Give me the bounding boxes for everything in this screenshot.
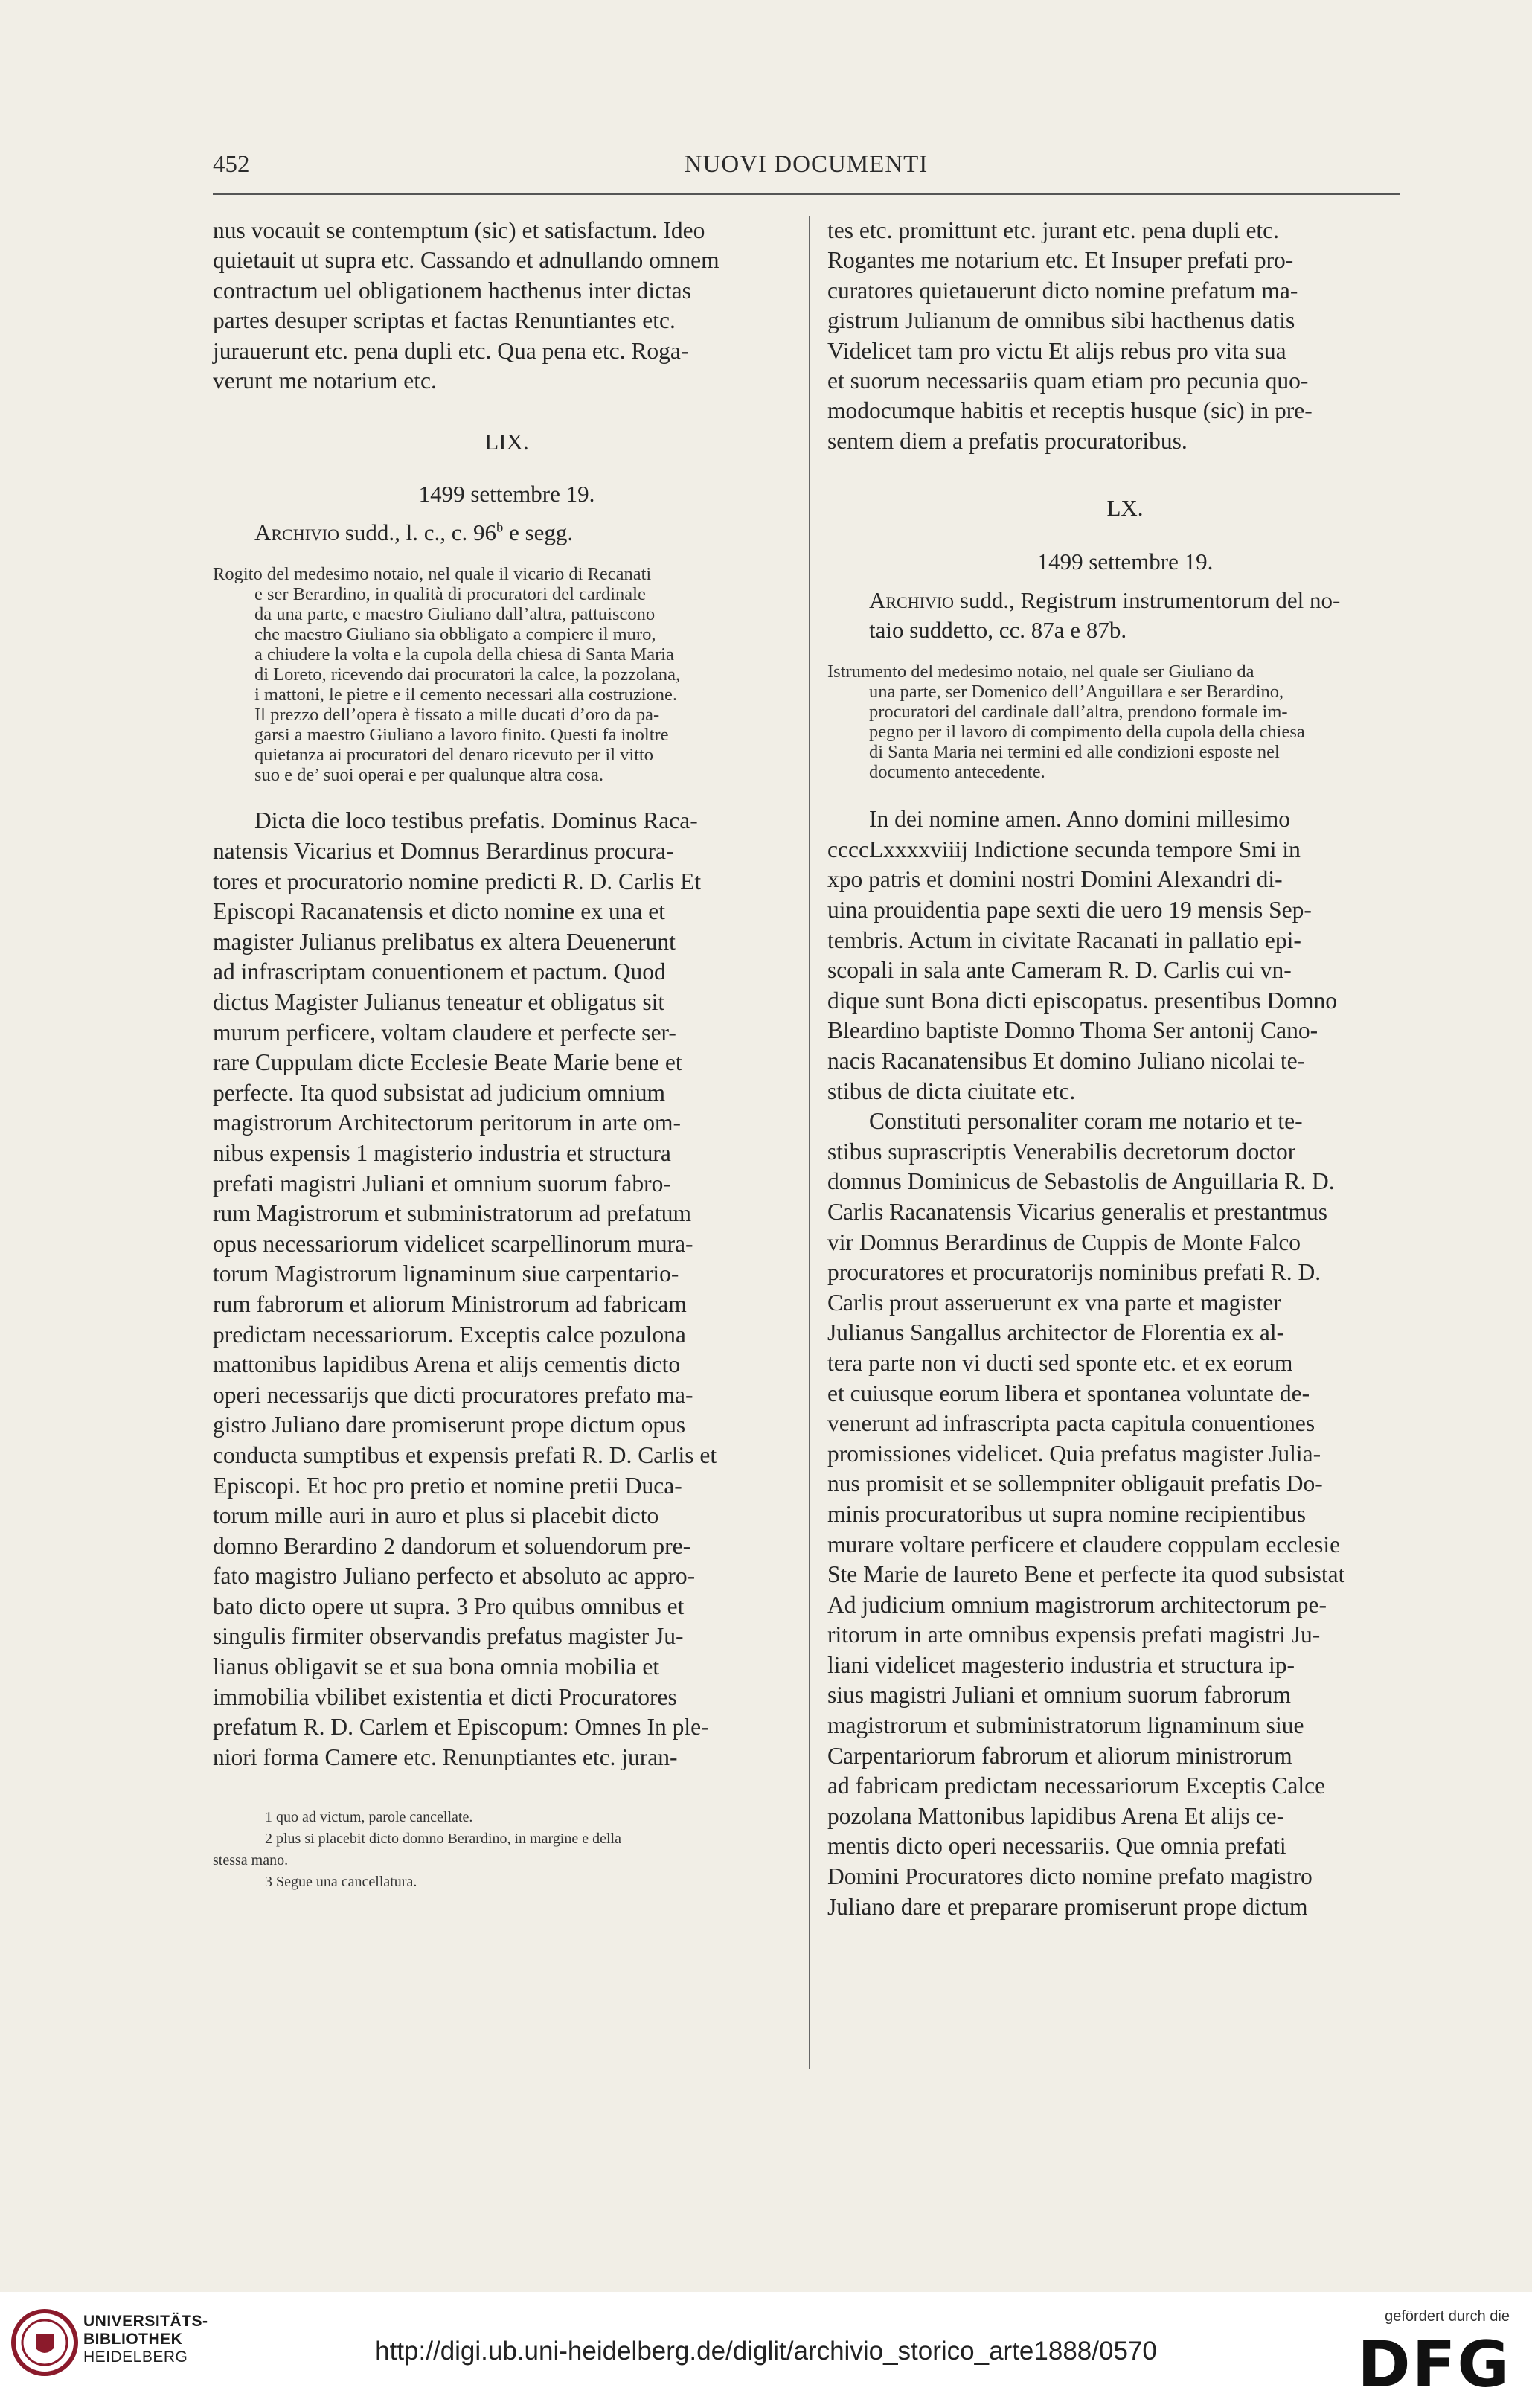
regest-line: Istrumento del medesimo notaio, nel quale ser Giuliano da [827, 662, 1254, 682]
archive-ref-text: sudd., Registrum instrumentorum del no- [954, 587, 1341, 614]
text-line: stibus de dicta ciuitate etc. [827, 1077, 1076, 1104]
text-line: mentis dicto operi necessariis. Que omnia prefati [827, 1833, 1286, 1860]
footnote: 2 plus si placebit dicto domno Berardino, in margine e della [265, 1831, 621, 1848]
text-line: Carlis prout asseruerunt ex vna parte et magister [827, 1289, 1281, 1316]
text-line: Videlicet tam pro victu Et alijs rebus pro vita sua [827, 337, 1286, 364]
text-line: mattonibus lapidibus Arena et alijs cementis dicto [213, 1351, 681, 1378]
section-heading-lix: LIX. [484, 429, 529, 455]
text-line: bato dicto opere ut supra. 3 Pro quibus omnibus et [213, 1592, 685, 1619]
text-line: dictus Magister Julianus teneatur et obligatus sit [213, 989, 665, 1015]
archive-label: Archivio [254, 519, 340, 546]
column-divider [809, 216, 810, 2069]
text-line: Ste Marie de laureto Bene et perfecte ita quod subsistat [827, 1561, 1345, 1588]
text-line: conducta sumptibus et expensis prefati R. D. Carlis et [213, 1441, 717, 1468]
archive-reference [213, 518, 801, 548]
text-line: et suorum necessariis quam etiam pro pecunia quo- [827, 368, 1309, 394]
regest-summary [213, 564, 801, 785]
archive-ref-text: taio suddetto, cc. 87a e 87b. [869, 617, 1127, 644]
text-line: magistrorum et subministratorum lignaminum siue [827, 1712, 1304, 1739]
footnote: 3 Segue una cancellatura. [265, 1874, 417, 1891]
left-column [213, 216, 801, 1893]
regest-line: da una parte, e maestro Giuliano dall’altra, pattuiscono [254, 604, 656, 625]
text-line: murare voltare perficere et claudere coppulam ecclesie [827, 1531, 1341, 1557]
text-line: opus necessariorum videlicet scarpellinorum mura- [213, 1230, 693, 1257]
text-line: venerunt ad infrascripta pacta capitula conuentiones [827, 1410, 1315, 1437]
text-line: Constituti personaliter coram me notario et te- [869, 1108, 1303, 1135]
regest-line: una parte, ser Domenico dell’Anguillara e ser Berardino, [869, 682, 1284, 702]
regest-line: suo e de’ suoi operai e per qualunque altra cosa. [254, 765, 603, 786]
digitization-footer [0, 2292, 1532, 2408]
regest-line: procuratori del cardinale dall’altra, prendono formale im- [869, 702, 1288, 723]
text-line: magistrorum Architectorum peritorum in arte om- [213, 1109, 681, 1136]
header-rule [213, 193, 1400, 195]
regest-line: Il prezzo dell’opera è fissato a mille ducati d’oro da pa- [254, 705, 660, 726]
funded-by-label: gefördert durch die [1385, 2308, 1510, 2325]
text-line: curatores quietauerunt dicto nomine prefatum ma- [827, 277, 1298, 304]
text-line: pozolana Mattonibus lapidibus Arena Et alijs ce- [827, 1802, 1285, 1829]
text-line: torum mille auri in auro et plus si placebit dicto [213, 1502, 659, 1529]
running-header [213, 145, 1400, 190]
univ-line: UNIVERSITÄTS- [83, 2313, 208, 2330]
text-line: niori forma Camere etc. Renunptiantes etc. juran- [213, 1743, 678, 1770]
archive-ref-text: sudd., l. c., c. 96 [339, 519, 497, 546]
text-line: Domini Procuratores dicto nomine prefato magistro [827, 1863, 1313, 1890]
regest-line: i mattoni, le pietre e il cemento necessari alla costruzione. [254, 685, 678, 705]
text-line: Episcopi. Et hoc pro pretio et nomine pretii Duca- [213, 1472, 682, 1499]
regest-line: di Santa Maria nei termini ed alle condizioni esposte nel [869, 742, 1280, 763]
text-line: prefatum R. D. Carlem et Episcopum: Omnes In ple- [213, 1714, 709, 1741]
text-line: prefati magistri Juliani et omnium suorum fabro- [213, 1170, 671, 1197]
archive-label: Archivio [869, 587, 955, 614]
regest-summary [827, 662, 1423, 782]
text-line: rum fabrorum et aliorum Ministrorum ad fabricam [213, 1290, 687, 1317]
regest-line: pegno per il lavoro di compimento della cupola della chiesa [869, 722, 1305, 743]
text-line: ad fabricam predictam necessariorum Exceptis Calce [827, 1773, 1326, 1799]
section-heading-lx: LX. [1106, 495, 1144, 522]
regest-line: Rogito del medesimo notaio, nel quale il vicario di Recanati [213, 564, 652, 585]
text-line: scopali in sala ante Cameram R. D. Carlis cui vn- [827, 957, 1292, 984]
running-title: NUOVI DOCUMENTI [684, 151, 929, 178]
text-line: verunt me notarium etc. [213, 368, 437, 394]
text-line: ccccLxxxxviiij Indictione secunda tempore Smi in [827, 836, 1301, 862]
text-line: tembris. Actum in civitate Racanati in pallatio epi- [827, 926, 1301, 953]
permalink-url[interactable]: http://digi.ub.uni-heidelberg.de/diglit/archivio_storico_arte1888/0570 [375, 2337, 1157, 2366]
text-line: Carpentariorum fabrorum et aliorum ministrorum [827, 1742, 1292, 1769]
text-line: vir Domnus Berardinus de Cuppis de Monte Falco [827, 1229, 1301, 1255]
text-line: rare Cuppulam dicte Ecclesie Beate Marie bene et [213, 1049, 682, 1076]
right-body-paragraph [827, 804, 1423, 1922]
text-line: dique sunt Bona dicti episcopatus. presentibus Domno [827, 987, 1338, 1014]
text-line: predictam necessariorum. Exceptis calce pozulona [213, 1321, 686, 1348]
regest-line: che maestro Giuliano sia obbligato a compiere il muro, [254, 624, 656, 645]
text-line: sentem diem a prefatis procuratoribus. [827, 427, 1188, 454]
text-line: partes desuper scriptas et factas Renuntiantes etc. [213, 307, 676, 334]
text-line: ad infrascriptam conuentionem et pactum. Quod [213, 958, 666, 985]
regest-line: di Loreto, ricevendo dai procuratori la calce, la pozzolana, [254, 665, 681, 685]
text-line: sius magistri Juliani et omnium suorum fabrorum [827, 1682, 1291, 1709]
text-line: nacis Racanatensibus Et domino Juliano nicolai te- [827, 1048, 1306, 1074]
text-line: operi necessarijs que dicti procuratores prefato ma- [213, 1381, 693, 1408]
text-line: domnus Dominicus de Sebastolis de Anguillaria R. D. [827, 1168, 1335, 1195]
text-line: tes etc. promittunt etc. jurant etc. pena dupli etc. [827, 217, 1280, 243]
text-line: tores et procuratorio nomine predicti R. D. Carlis Et [213, 868, 702, 894]
archive-ref-sup: b [496, 520, 504, 537]
regest-line: e ser Berardino, in qualità di procuratori del cardinale [254, 584, 646, 605]
text-line: torum Magistrorum lignaminum siue carpentario- [213, 1261, 679, 1287]
text-line: nibus expensis 1 magisterio industria et structura [213, 1139, 671, 1166]
text-line: Juliano dare et preparare promiserunt prope dictum [827, 1893, 1308, 1920]
text-line: ritorum in arte omnibus expensis prefati magistri Ju- [827, 1621, 1321, 1648]
text-line: Episcopi Racanatensis et dicto nomine ex una et [213, 898, 665, 925]
text-line: nus vocauit se contemptum (sic) et satisfactum. Ideo [213, 217, 705, 243]
footnote: stessa mano. [213, 1852, 289, 1869]
regest-line: garsi a maestro Giuliano a lavoro finito. Questi fa inoltre [254, 725, 669, 746]
text-line: magister Julianus prelibatus ex altera Deuenerunt [213, 928, 676, 955]
text-line: perfecte. Ita quod subsistat ad judicium omnium [213, 1079, 665, 1106]
text-line: Julianus Sangallus architector de Florentia ex al- [827, 1319, 1285, 1346]
text-line: jurauerunt etc. pena dupli etc. Qua pena etc. Roga- [213, 337, 689, 364]
text-line: Dicta die loco testibus prefatis. Dominus Raca- [254, 807, 698, 834]
text-line: contractum uel obligationem hacthenus inter dictas [213, 277, 691, 304]
text-line: domno Berardino 2 dandorum et soluendorum pre- [213, 1532, 691, 1559]
text-line: tera parte non vi ducti sed sponte etc. et ex eorum [827, 1349, 1293, 1376]
text-line: natensis Vicarius et Domnus Berardinus procura- [213, 838, 674, 865]
univ-line: BIBLIOTHEK [83, 2331, 183, 2348]
text-line: immobilia vbilibet existentia et dicti Procuratores [213, 1683, 677, 1710]
text-line: quietauit ut supra etc. Cassando et adnullando omnem [213, 247, 719, 274]
section-date: 1499 settembre 19. [418, 481, 595, 507]
text-line: gistrum Julianum de omnibus sibi hacthenus datis [827, 307, 1295, 334]
text-line: rum Magistrorum et subministratorum ad prefatum [213, 1200, 691, 1227]
archive-reference [827, 586, 1423, 645]
right-column [827, 216, 1423, 1922]
text-line: Rogantes me notarium etc. Et Insuper prefati pro- [827, 247, 1294, 274]
regest-line: documento antecedente. [869, 762, 1045, 783]
text-line: uina prouidentia pape sexti die uero 19 mensis Sep- [827, 897, 1312, 923]
text-line: liani videlicet magesterio industria et structura ip- [827, 1651, 1295, 1678]
text-line: Ad judicium omnium magistrorum architectorum pe- [827, 1591, 1327, 1618]
text-line: promissiones videlicet. Quia prefatus magister Julia- [827, 1440, 1321, 1467]
page-number: 452 [213, 151, 250, 178]
text-line: lianus obligavit se et sua bona omnia mobilia et [213, 1653, 660, 1680]
text-line: stibus suprascriptis Venerabilis decretorum doctor [827, 1138, 1296, 1165]
text-line: minis procuratoribus ut supra nomine recipientibus [827, 1500, 1306, 1527]
text-line: fato magistro Juliano perfecto et absoluto ac appro- [213, 1563, 696, 1589]
text-line: In dei nomine amen. Anno domini millesimo [869, 806, 1291, 833]
right-intro-paragraph [827, 216, 1423, 456]
text-line: singulis firmiter observandis prefatus magister Ju- [213, 1623, 684, 1650]
regest-line: a chiudere la volta e la cupola della chiesa di Santa Maria [254, 644, 674, 665]
text-line: gistro Juliano dare promiserunt prope dictum opus [213, 1412, 686, 1438]
regest-line: quietanza ai procuratori del denaro ricevuto per il vitto [254, 745, 654, 766]
archive-ref-tail: e segg. [503, 519, 574, 546]
section-date: 1499 settembre 19. [1036, 548, 1214, 575]
footnote: 1 quo ad victum, parole cancellate. [265, 1809, 473, 1826]
text-line: Bleardino baptiste Domno Thoma Ser antonij Cano- [827, 1017, 1318, 1044]
univ-line: HEIDELBERG [83, 2348, 188, 2366]
footnotes [213, 1807, 801, 1893]
text-line: Carlis Racanatensis Vicarius generalis et prestantmus [827, 1198, 1327, 1225]
text-line: et cuiusque eorum libera et spontanea voluntate de- [827, 1380, 1310, 1406]
left-intro-paragraph [213, 216, 801, 396]
text-line: murum perficere, voltam claudere et perfecte ser- [213, 1019, 676, 1046]
text-line: xpo patris et domini nostri Domini Alexandri di- [827, 866, 1283, 893]
text-line: nus promisit et se sollempniter obligauit prefatis Do- [827, 1470, 1323, 1497]
dfg-logo: DFG [1357, 2328, 1511, 2402]
text-line: modocumque habitis et receptis husque (sic) in pre- [827, 397, 1313, 424]
left-body-paragraph [213, 806, 801, 1773]
text-line: procuratores et procuratorijs nominibus prefati R. D. [827, 1259, 1321, 1286]
